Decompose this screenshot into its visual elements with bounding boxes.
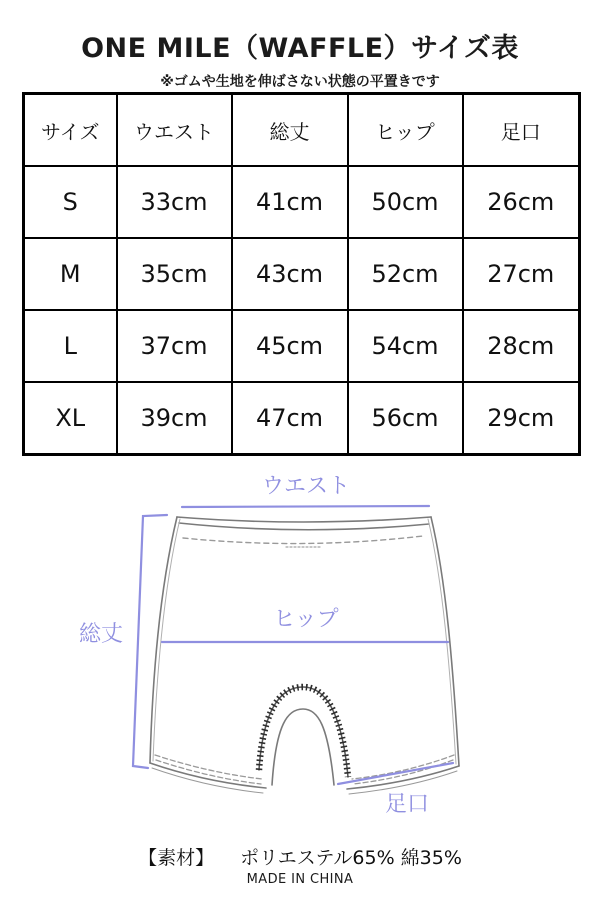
- cell-size: L: [24, 310, 117, 382]
- size-row-s: [24, 166, 580, 238]
- cell-waist: 39cm: [117, 382, 232, 455]
- hip-label: ヒップ: [273, 607, 339, 632]
- left-hem-stitch: [155, 755, 262, 779]
- left-hem-stitch-2: [156, 760, 261, 784]
- cell-size: XL: [24, 382, 117, 455]
- shorts-sketch: [150, 517, 459, 794]
- measurement-note: ※ゴムや生地を伸ばさない状態の平置きです: [160, 74, 440, 90]
- waistband-roll-line: [179, 523, 429, 530]
- cell-waist: 37cm: [117, 310, 232, 382]
- cell-hip: 56cm: [348, 382, 463, 455]
- header-length: 総丈: [232, 94, 348, 167]
- cell-hip: 52cm: [348, 238, 463, 310]
- measurement-labels: [79, 474, 429, 817]
- waist-measure-line: [182, 506, 429, 507]
- waistband-top-line: [177, 517, 431, 522]
- header-row: [24, 94, 580, 167]
- material-label: 【素材】: [138, 847, 215, 869]
- crotch-seam-base: [259, 687, 348, 777]
- cell-waist: 33cm: [117, 166, 232, 238]
- page-title: ONE MILE（WAFFLE）サイズ表: [81, 33, 519, 64]
- cell-length: 45cm: [232, 310, 348, 382]
- cell-leg-opening: 28cm: [463, 310, 580, 382]
- cell-size: S: [24, 166, 117, 238]
- header-leg-opening: 足口: [463, 94, 580, 167]
- waist-label: ウエスト: [261, 474, 351, 499]
- crotch-seam-zigzag: [259, 687, 348, 777]
- cell-hip: 54cm: [348, 310, 463, 382]
- cell-length: 43cm: [232, 238, 348, 310]
- cell-waist: 35cm: [117, 238, 232, 310]
- header-waist: ウエスト: [117, 94, 232, 167]
- size-table: [22, 92, 581, 456]
- size-row-xl: [24, 382, 580, 455]
- crotch-inner-curve: [272, 709, 334, 785]
- measurement-guides: [133, 506, 453, 784]
- cell-length: 47cm: [232, 382, 348, 455]
- material-value: ポリエステル65% 綿35%: [240, 847, 462, 869]
- country-of-origin: MADE IN CHINA: [246, 872, 354, 887]
- cell-length: 41cm: [232, 166, 348, 238]
- cell-hip: 50cm: [348, 166, 463, 238]
- cell-size: M: [24, 238, 117, 310]
- leg-opening-label: 足口: [384, 792, 430, 817]
- shorts-measurement-diagram: [0, 455, 600, 845]
- cell-leg-opening: 26cm: [463, 166, 580, 238]
- header-hip: ヒップ: [348, 94, 463, 167]
- material-info: [0, 843, 600, 870]
- header-size: サイズ: [24, 94, 117, 167]
- cell-leg-opening: 29cm: [463, 382, 580, 455]
- size-row-l: [24, 310, 580, 382]
- waistband-stitch-line: [183, 536, 423, 544]
- size-row-m: [24, 238, 580, 310]
- total-length-label: 総丈: [78, 622, 124, 647]
- left-hem-fold: [152, 768, 263, 793]
- cell-leg-opening: 27cm: [463, 238, 580, 310]
